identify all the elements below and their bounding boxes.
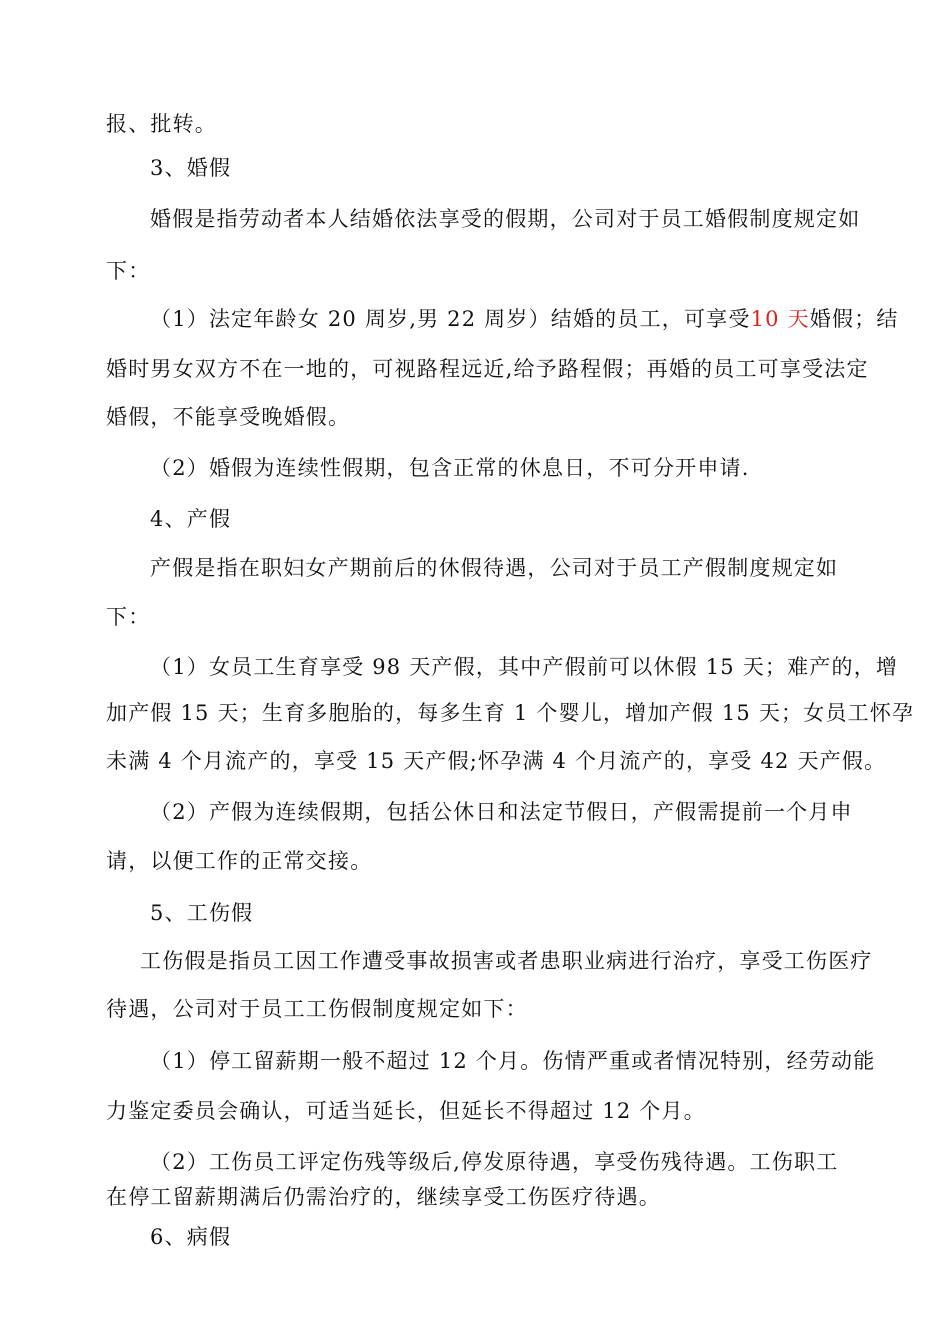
text-line: 报、批转。	[106, 112, 217, 136]
text-segment: 婚假；结	[809, 307, 899, 331]
section-heading-sick-leave: 6、病假	[150, 1225, 232, 1249]
section-heading-marriage-leave: 3、婚假	[150, 156, 232, 180]
text-line: 工伤假是指员工因工作遭受事故损害或者患职业病进行治疗，享受工伤医疗	[140, 949, 873, 973]
text-line: 未满 4 个月流产的，享受 15 天产假;怀孕满 4 个月流产的，享受 42 天产假。	[106, 749, 887, 773]
text-line: （1）女员工生育享受 98 天产假，其中产假前可以休假 15 天；难产的，增	[150, 655, 899, 679]
text-line: （1）停工留薪期一般不超过 12 个月。伤情严重或者情况特别，经劳动能	[150, 1049, 876, 1073]
highlight-days: 10 天	[750, 307, 810, 331]
text-line: 加产假 15 天；生育多胞胎的，每多生育 1 个婴儿，增加产假 15 天；女员工怀孕	[106, 701, 915, 725]
text-line: 待遇，公司对于员工工伤假制度规定如下：	[106, 997, 528, 1021]
text-line: （2）婚假为连续性假期，包含正常的休息日，不可分开申请.	[150, 456, 750, 480]
text-line: 在停工留薪期满后仍需治疗的，继续享受工伤医疗待遇。	[106, 1185, 661, 1209]
section-heading-maternity-leave: 4、产假	[150, 507, 232, 531]
text-line: （2）产假为连续假期，包括公休日和法定节假日，产假需提前一个月申	[150, 800, 853, 824]
text-line: 婚假是指劳动者本人结婚依法享受的假期，公司对于员工婚假制度规定如	[150, 207, 861, 231]
text-line: 婚时男女双方不在一地的，可视路程远近,给予路程假；再婚的员工可享受法定	[106, 357, 869, 381]
text-line: 产假是指在职妇女产期前后的休假待遇，公司对于员工产假制度规定如	[150, 556, 839, 580]
text-line: 请，以便工作的正常交接。	[106, 849, 373, 873]
text-line: 力鉴定委员会确认，可适当延长，但延长不得超过 12 个月。	[106, 1099, 706, 1123]
text-segment: （1）法定年龄女 20 周岁,男 22 周岁）结婚的员工，可享受	[150, 307, 751, 331]
section-heading-work-injury-leave: 5、工伤假	[150, 901, 254, 925]
text-line: 下：	[106, 259, 151, 283]
text-line: 下：	[106, 605, 151, 629]
text-line: （2）工伤员工评定伤残等级后,停发原待遇，享受伤残待遇。工伤职工	[150, 1150, 839, 1174]
text-line-with-highlight	[150, 304, 899, 334]
text-line: 婚假，不能享受晚婚假。	[106, 405, 351, 429]
